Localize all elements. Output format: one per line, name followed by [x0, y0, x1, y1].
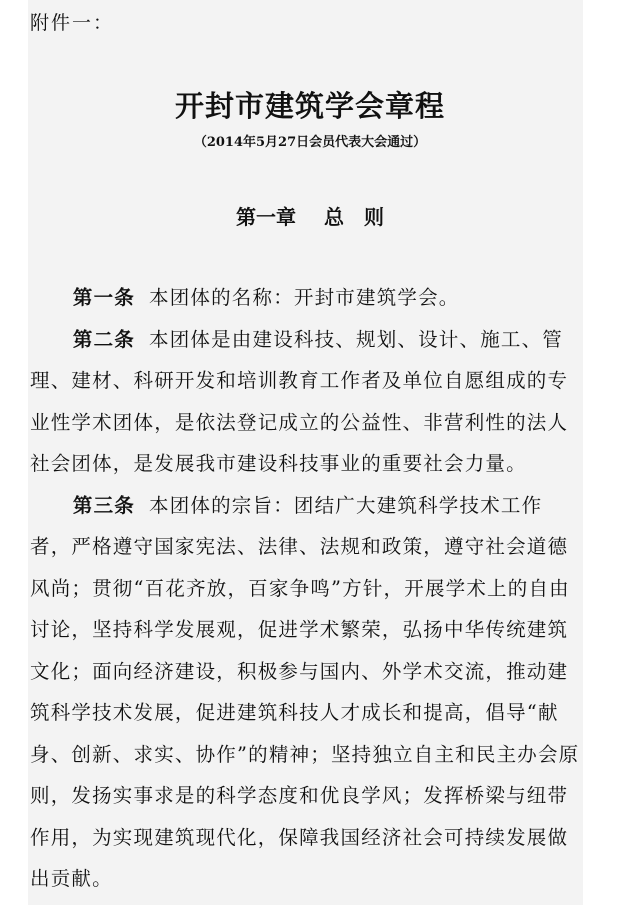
article-paragraph: [30, 277, 583, 319]
article-paragraph: [30, 485, 583, 900]
document-title: 开封市建筑学会章程: [174, 89, 445, 123]
chapter-heading: [0, 201, 620, 230]
article-label: 第一条: [72, 286, 135, 309]
document-body: [30, 277, 583, 900]
article-paragraph: [30, 319, 583, 485]
chapter-name: 总 则: [324, 205, 384, 229]
article-label: 第二条: [72, 327, 135, 351]
attachment-label: 附件一：: [30, 12, 115, 34]
article-text: 本团体是由建设科技、规划、设计、施工、管理、建材、科研开发和培训教育工作者及单位自愿组成的专业性学术团体，是依法登记成立的公益性、非营利性的法人社会团体，是发展我市建设科技事业的重要社会力量。: [30, 327, 569, 475]
article-text: 本团体的宗旨：团结广大建筑科学技术工作者，严格遵守国家宪法、法律、法规和政策，遵守社会道德风尚；贯彻“百花齐放，百家争鸣”方针，开展学术上的自由讨论，坚持科学发展观，促进学术繁荣，弘扬中华传统建筑文化；面向经济建设，积极参与国内、外学术交流，推动建筑科学技术发展，促进建筑科技人才成长和提高，倡导“献身、创新、求实、协作”的精神；坚持独立自主和民主办会原则，发扬实事求是的科学态度和优良学风；发挥桥梁与纽带作用，为实现建筑现代化，保障我国经济社会可持续发展做出贡献。: [30, 493, 580, 890]
document-subtitle: （2014年5月27日会员代表大会通过）: [193, 135, 427, 150]
article-label: 第三条: [72, 493, 135, 517]
article-text: 本团体的名称：开封市建筑学会。: [149, 286, 460, 309]
chapter-number: 第一章: [236, 205, 296, 229]
